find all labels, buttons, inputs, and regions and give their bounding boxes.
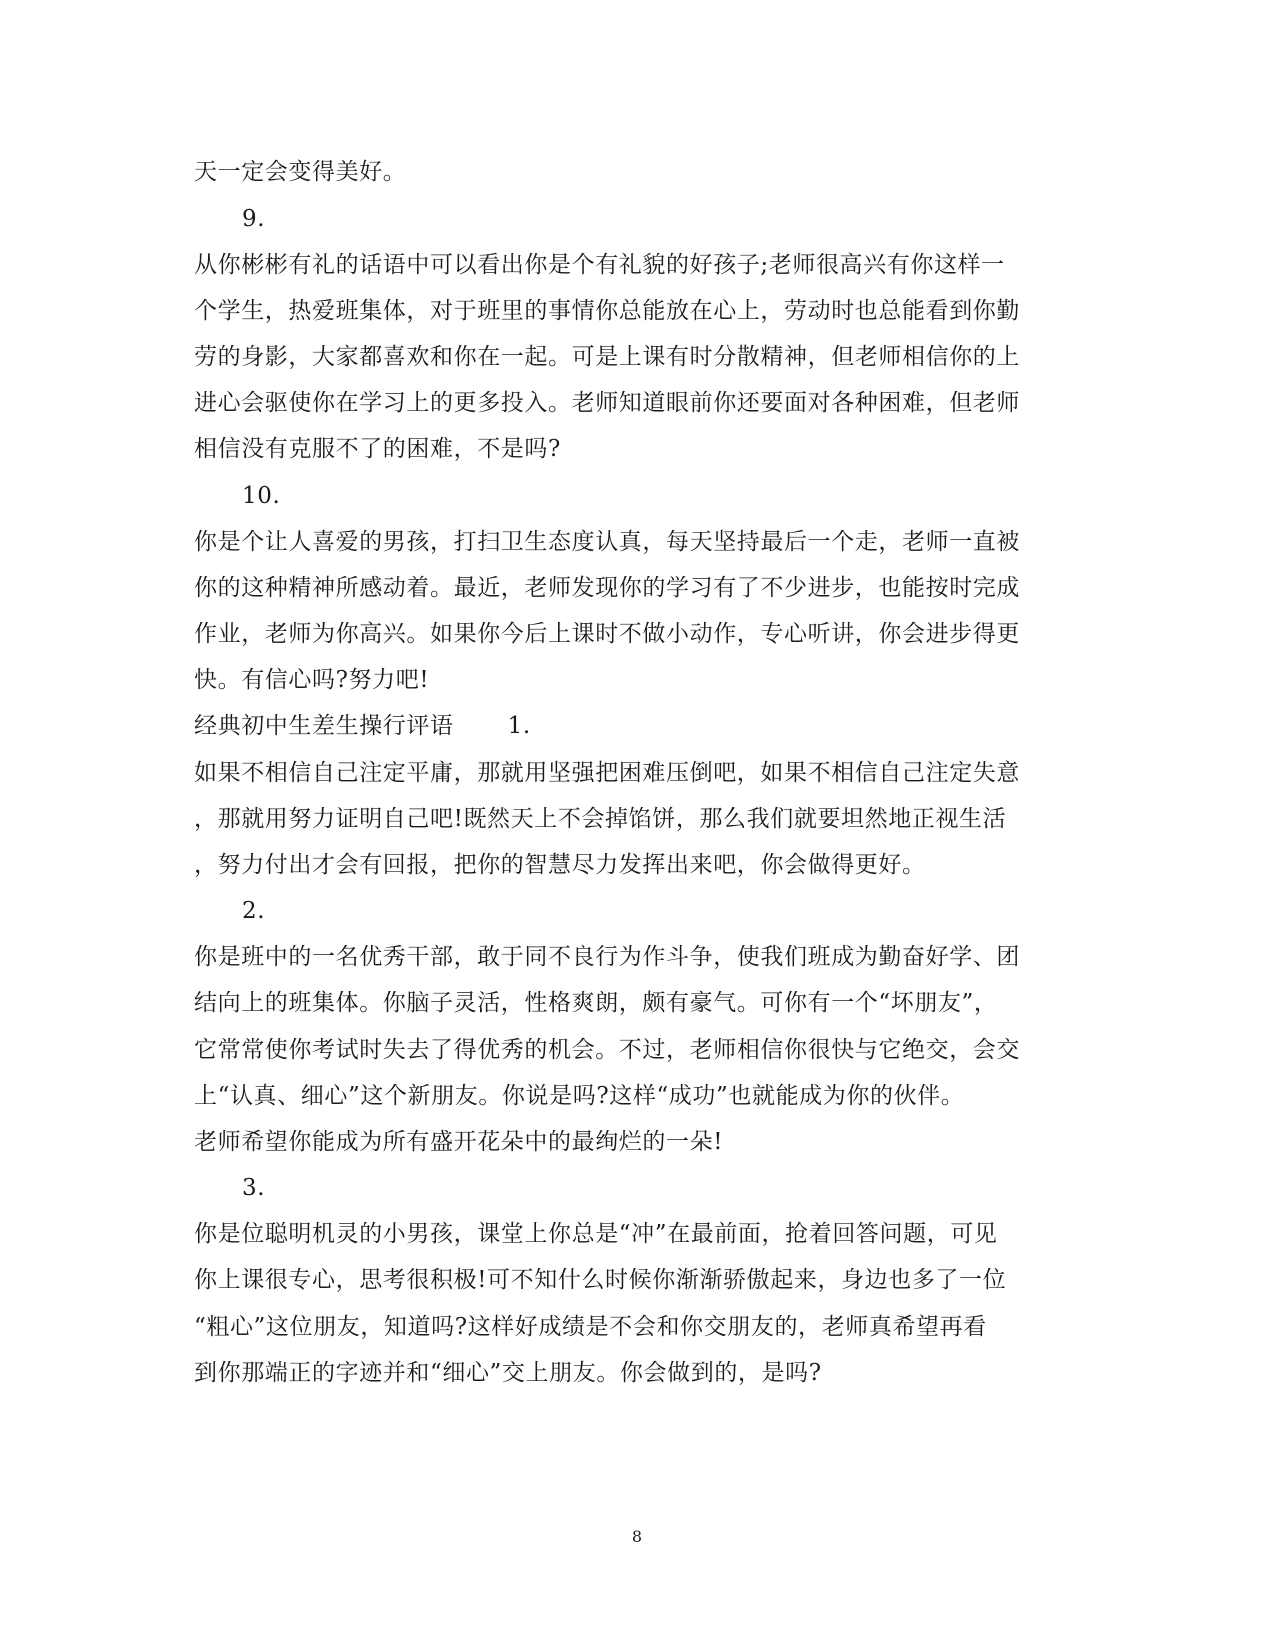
text-line: 老师希望你能成为所有盛开花朵中的最绚烂的一朵! <box>194 1129 724 1155</box>
text-line: 如果不相信自己注定平庸，那就用坚强把困难压倒吧，如果不相信自己注定失意 <box>194 760 1020 786</box>
text-line: 到你那端正的字迹并和“细心”交上朋友。你会做到的，是吗? <box>194 1360 822 1386</box>
text-line: 你是班中的一名优秀干部，敢于同不良行为作斗争，使我们班成为勤奋好学、团 <box>194 944 1020 970</box>
text-line: ，努力付出才会有回报，把你的智慧尽力发挥出来吧，你会做得更好。 <box>194 852 926 878</box>
text-line: 上“认真、细心”这个新朋友。你说是吗?这样“成功”也就能成为你的伙伴。 <box>194 1083 965 1109</box>
text-line: 进心会驱使你在学习上的更多投入。老师知道眼前你还要面对各种困难，但老师 <box>194 390 1020 416</box>
page-number: 8 <box>631 1527 643 1546</box>
text-line: 相信没有克服不了的困难，不是吗? <box>194 436 561 462</box>
section-heading <box>194 711 531 741</box>
text-line: 你上课很专心，思考很积极!可不知什么时候你渐渐骄傲起来，身边也多了一位 <box>194 1267 1007 1293</box>
item-number: 1. <box>507 713 531 739</box>
item-number: 2. <box>242 898 266 924</box>
text-line: 个学生，热爱班集体，对于班里的事情你总能放在心上，劳动时也总能看到你勤 <box>194 298 1020 324</box>
text-line: 快。有信心吗?努力吧! <box>194 667 430 693</box>
text-line: 你是位聪明机灵的小男孩，课堂上你总是“冲”在最前面，抢着回答问题，可见 <box>194 1221 998 1247</box>
text-line: 你的这种精神所感动着。最近，老师发现你的学习有了不少进步，也能按时完成 <box>194 575 1020 601</box>
text-line: 结向上的班集体。你脑子灵活，性格爽朗，颇有豪气。可你有一个“坏朋友”， <box>194 990 998 1016</box>
item-number: 3. <box>242 1175 266 1201</box>
text-line: “粗心”这位朋友，知道吗?这样好成绩是不会和你交朋友的，老师真希望再看 <box>194 1314 987 1340</box>
item-number: 10. <box>242 483 281 509</box>
section-heading-title: 经典初中生差生操行评语 <box>194 713 454 739</box>
item-number: 9. <box>242 206 266 232</box>
text-line: 它常常使你考试时失去了得优秀的机会。不过，老师相信你很快与它绝交，会交 <box>194 1037 1020 1063</box>
text-line: 劳的身影，大家都喜欢和你在一起。可是上课有时分散精神，但老师相信你的上 <box>194 344 1020 370</box>
text-line: 天一定会变得美好。 <box>194 159 407 185</box>
text-line: 从你彬彬有礼的话语中可以看出你是个有礼貌的好孩子;老师很高兴有你这样一 <box>194 252 1005 278</box>
text-line: 作业，老师为你高兴。如果你今后上课时不做小动作，专心听讲，你会进步得更 <box>194 621 1020 647</box>
text-line: ，那就用努力证明自己吧!既然天上不会掉馅饼，那么我们就要坦然地正视生活 <box>194 806 1007 832</box>
text-line: 你是个让人喜爱的男孩，打扫卫生态度认真，每天坚持最后一个走，老师一直被 <box>194 529 1020 555</box>
